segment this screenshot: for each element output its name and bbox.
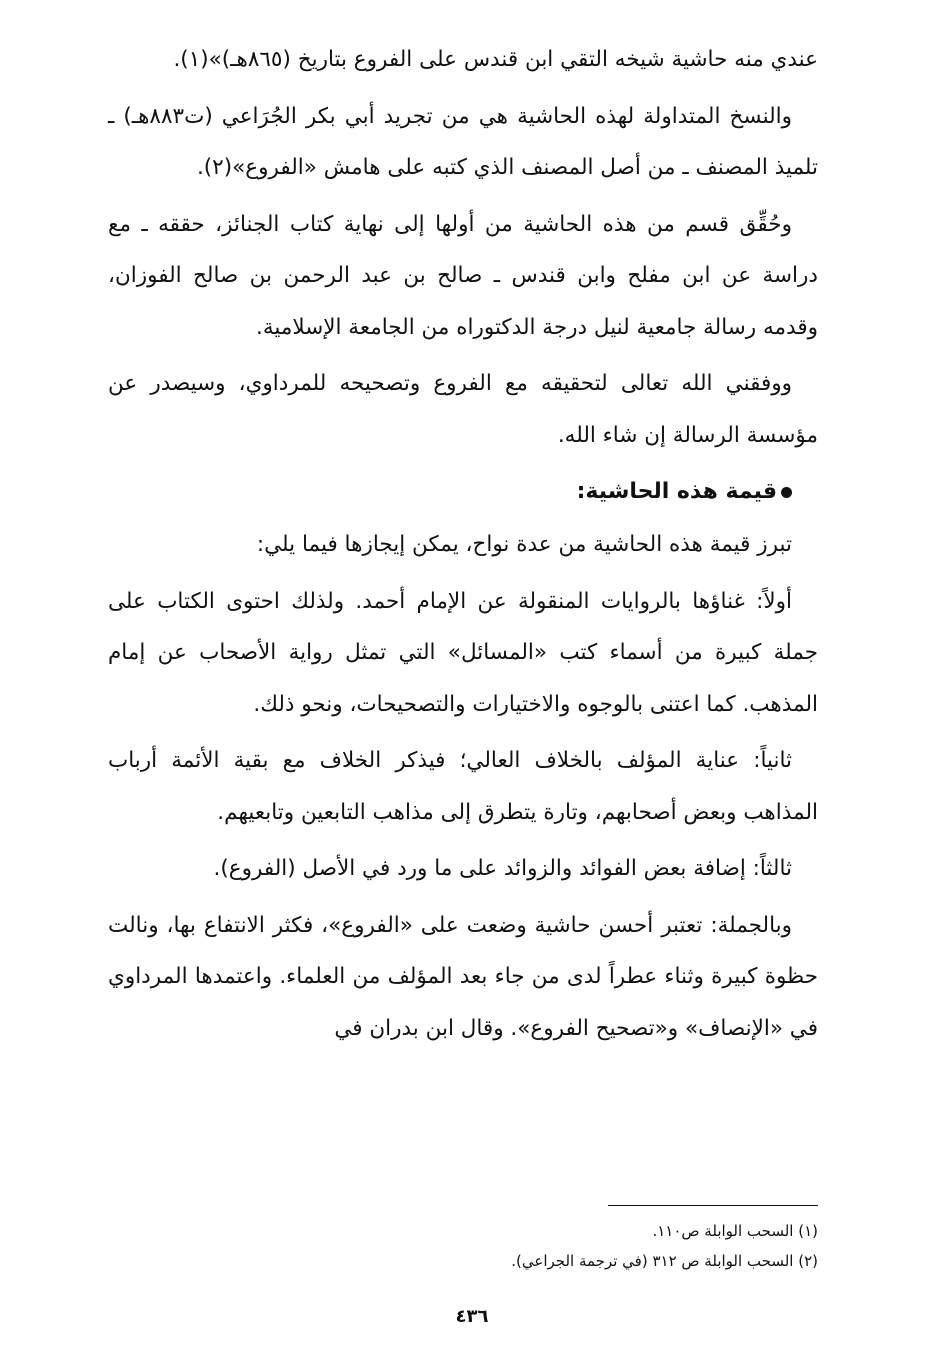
page-body (108, 34, 818, 1059)
paragraph: أولاً: غناؤها بالروايات المنقولة عن الإمام أحمد. ولذلك احتوى الكتاب على جملة كبيرة من أسماء كتب «المسائل» التي تمثل رواية الأصحاب عن إمام المذهب. كما اعتنى بالوجوه والاختيارات والتصحيحات، ونحو ذلك. (108, 588, 818, 717)
footnote-divider (608, 1205, 818, 1206)
footnotes (108, 1205, 818, 1276)
paragraph: ثالثاً: إضافة بعض الفوائد والزوائد على ما ورد في الأصل (الفروع). (213, 856, 792, 881)
paragraph: وحُقِّق قسم من هذه الحاشية من أولها إلى نهاية كتاب الجنائز، حققه ـ مع دراسة عن ابن مفلح وابن قندس ـ صالح بن عبد الرحمن بن صالح الفوزان، وقدمه رسالة جامعية لنيل درجة الدكتوراه من الجامعة الإسلامية. (108, 211, 818, 340)
bullet-icon (781, 487, 792, 498)
section-heading (108, 466, 818, 517)
page-number: ٤٣٦ (455, 1306, 489, 1327)
section-heading-text: قيمة هذه الحاشية: (576, 479, 777, 504)
footnote: (١) السحب الوابلة ص١١٠. (652, 1222, 818, 1240)
footnote: (٢) السحب الوابلة ص ٣١٢ (في ترجمة الجراعي). (511, 1252, 818, 1270)
paragraph: وبالجملة: تعتبر أحسن حاشية وضعت على «الفروع»، فكثر الانتفاع بها، ونالت حظوة كبيرة وثناء عطراً لدى من جاء بعد المؤلف من العلماء. واعتمدها المرداوي في «الإنصاف» و«تصحيح الفروع». وقال ابن بدران في (108, 912, 818, 1041)
paragraph: ووفقني الله تعالى لتحقيقه مع الفروع وتصحيحه للمرداوي، وسيصدر عن مؤسسة الرسالة إن شاء الله. (108, 371, 818, 448)
paragraph: ثانياً: عناية المؤلف بالخلاف العالي؛ فيذكر الخلاف مع بقية الأئمة أرباب المذاهب وبعض أصحابهم، وتارة يتطرق إلى مذاهب التابعين وتابعيهم. (108, 748, 818, 825)
paragraph: والنسخ المتداولة لهذه الحاشية هي من تجريد أبي بكر الجُرَاعي (ت٨٨٣هـ) ـ تلميذ المصنف ـ من أصل المصنف الذي كتبه على هامش «الفروع»(٢). (108, 103, 818, 180)
paragraph: تبرز قيمة هذه الحاشية من عدة نواح، يمكن إيجازها فيما يلي: (256, 532, 792, 557)
paragraph: عندي منه حاشية شيخه التقي ابن قندس على الفروع بتاريخ (٨٦٥هـ)»(١). (173, 47, 818, 72)
